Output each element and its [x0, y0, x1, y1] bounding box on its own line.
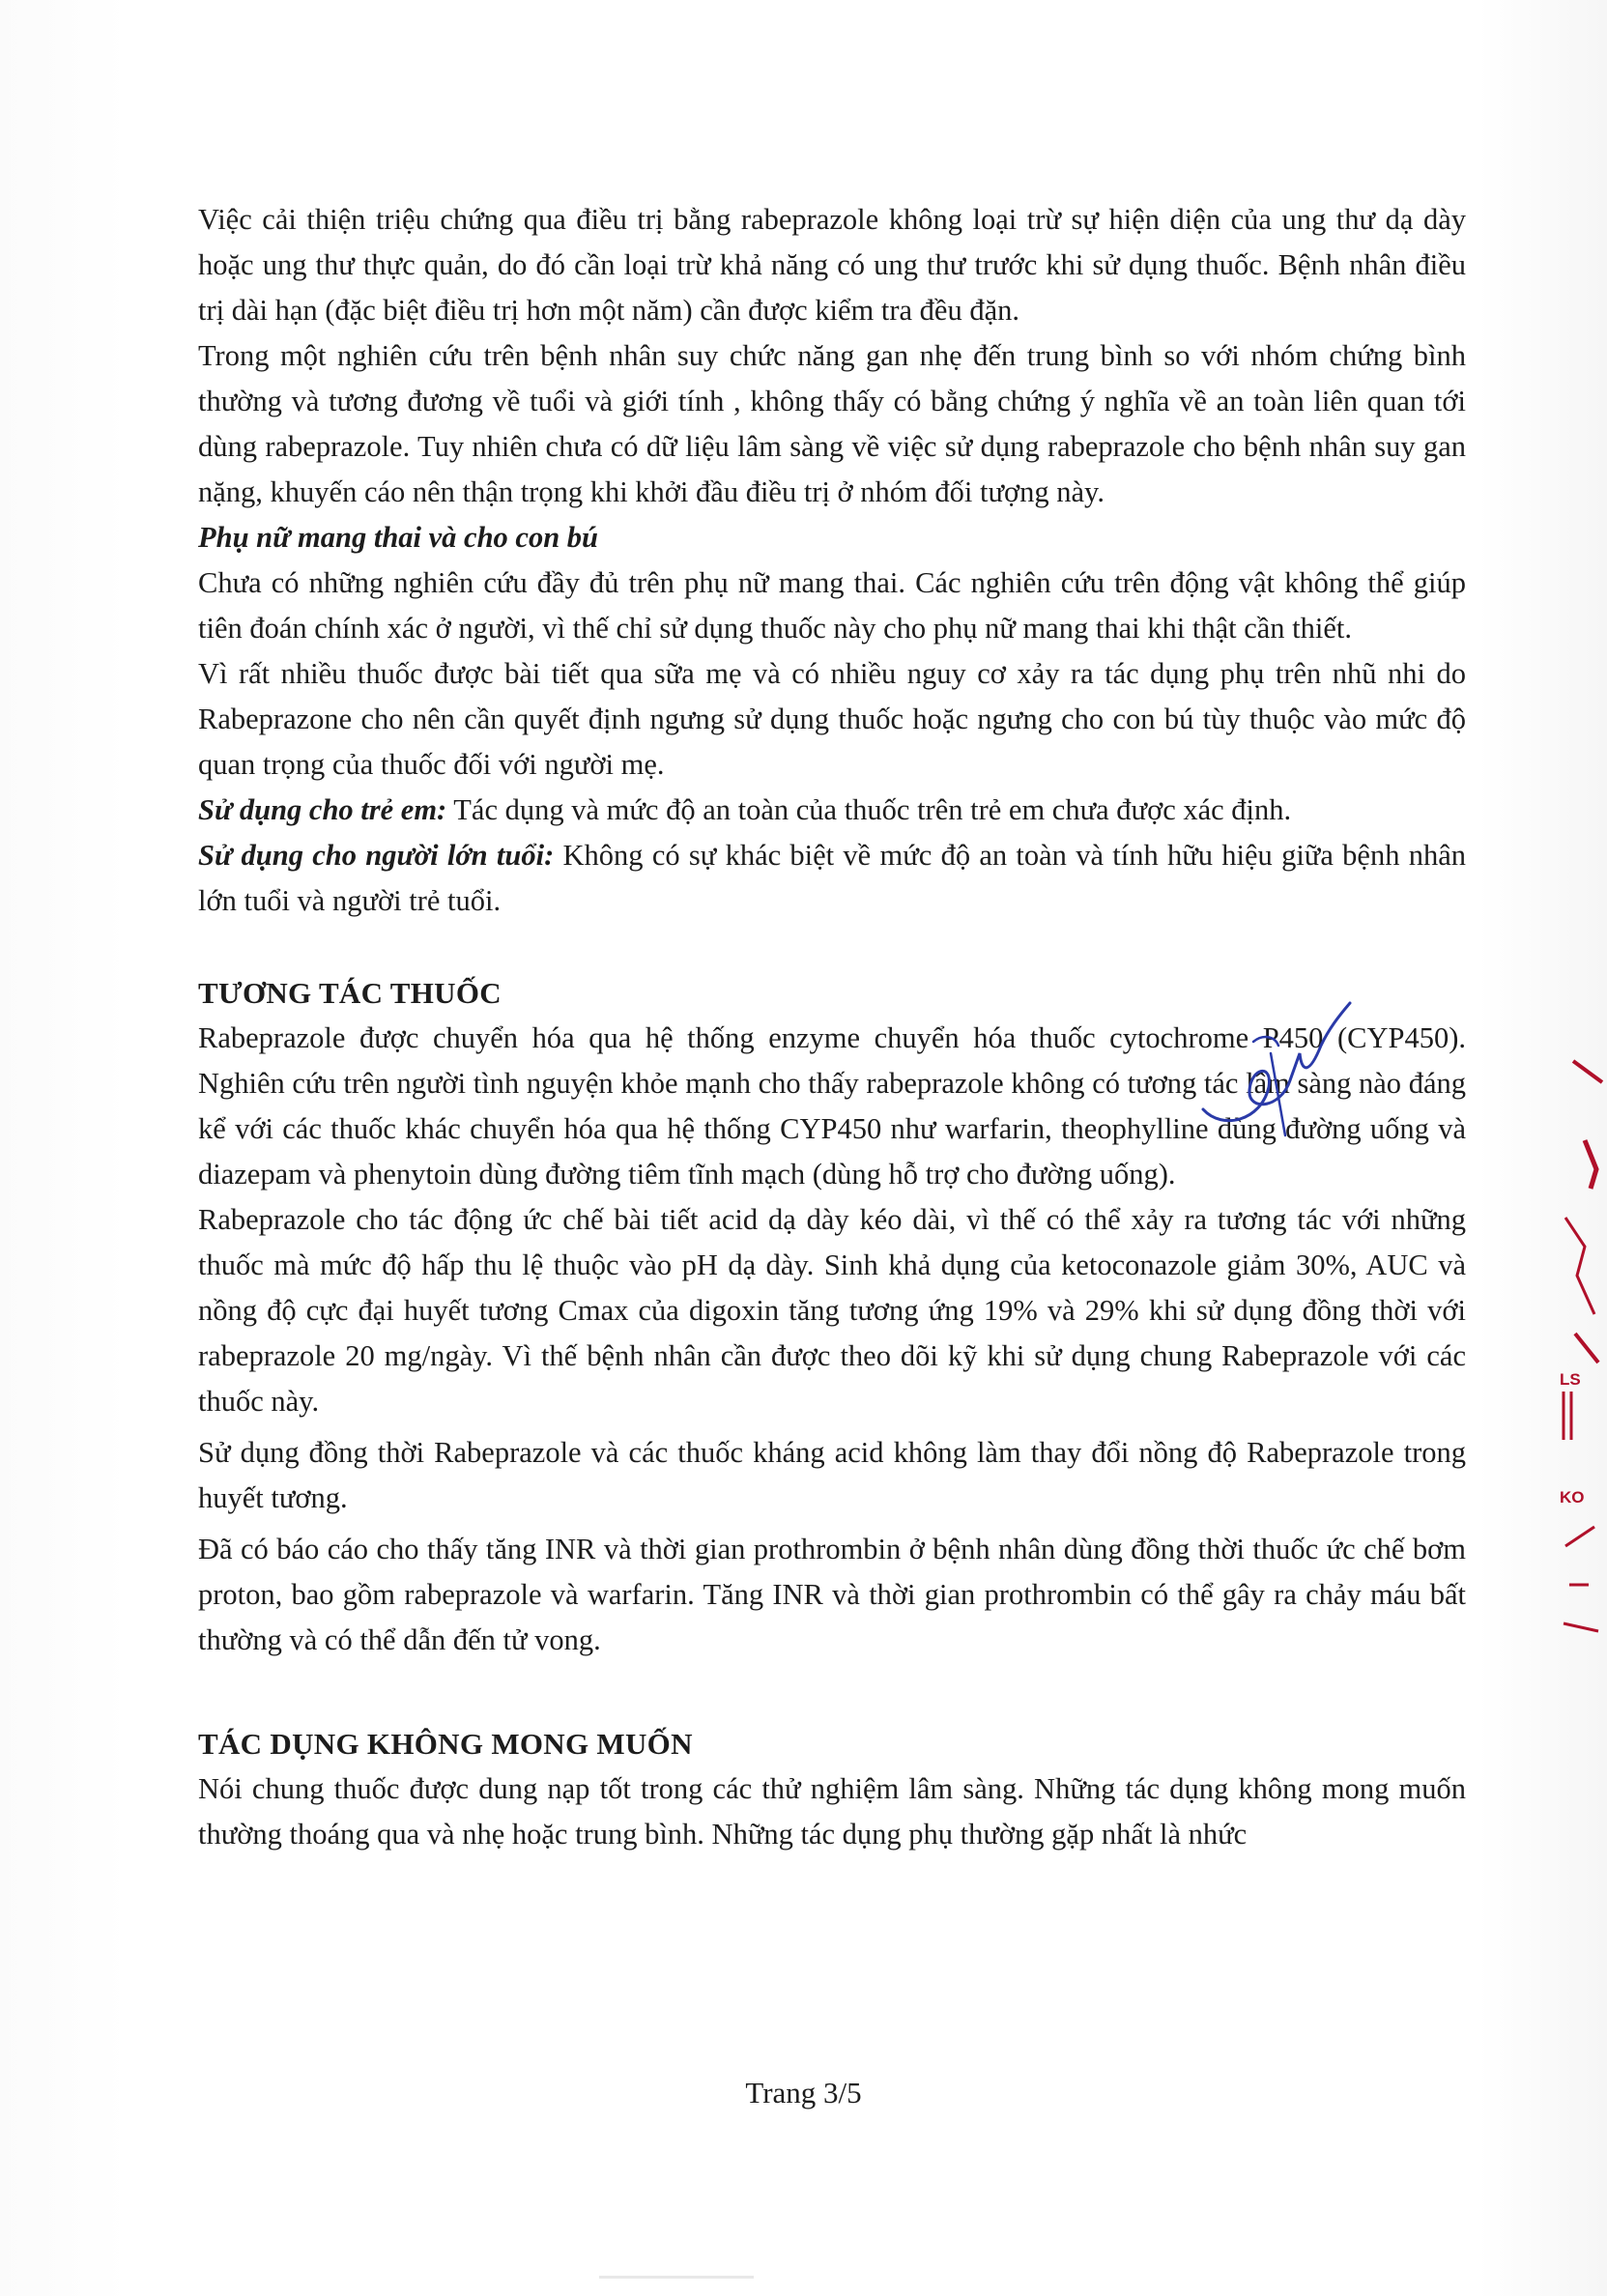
paragraph-children — [198, 788, 1466, 833]
paragraph-elderly — [198, 833, 1466, 924]
text-children: Tác dụng và mức độ an toàn của thuốc trên trẻ em chưa được xác định. — [446, 793, 1292, 826]
paragraph-adverse-effects: Nói chung thuốc được dung nạp tốt trong các thử nghiệm lâm sàng. Những tác dụng không mong muốn thường thoáng qua và nhẹ hoặc trung bình. Những tác dụng phụ thường gặp nhất là nhức — [198, 1772, 1466, 1851]
text-elderly: Không có sự khác biệt về mức độ an toàn và tính hữu hiệu giữa bệnh nhân lớn tuổi và người trẻ tuổi. — [198, 839, 1467, 917]
page-number: Trang 3/5 — [745, 2076, 862, 2109]
paragraph-interaction-ph: Rabeprazole cho tác động ức chế bài tiết acid dạ dày kéo dài, vì thế có thể xảy ra tương tác với những thuốc mà mức độ hấp thu lệ thuộc vào pH dạ dày. Sinh khả dụng của ketoconazole giảm 30%, AUC và nồng độ cực đại huyết tương Cmax của digoxin tăng tương ứng 19% và 29% khi sử dụng đồng thời với rabeprazole 20 mg/ngày. Vì thế bệnh nhân cần được theo dõi kỹ khi sử dụng chung Rabeprazole với các thuốc này. — [198, 1203, 1466, 1418]
stamp-fragment-ls: LS — [1560, 1370, 1581, 1389]
paragraph-liver-study: Trong một nghiên cứu trên bệnh nhân suy chức năng gan nhẹ đến trung bình so với nhóm chứng bình thường và tương đương về tuổi và giới tính , không thấy có bằng chứng ý nghĩa về an toàn liên quan tới dùng rabeprazole. Tuy nhiên chưa có dữ liệu lâm sàng về việc sử dụng rabeprazole cho bệnh nhân suy gan nặng, khuyến cáo nên thận trọng khi khởi đầu điều trị ở nhóm đối tượng này. — [198, 339, 1466, 508]
heading-adverse-effects: TÁC DỤNG KHÔNG MONG MUỐN — [198, 1727, 693, 1761]
paragraph-interaction-warfarin: Đã có báo cáo cho thấy tăng INR và thời gian prothrombin ở bệnh nhân dùng đồng thời thuốc ức chế bơm proton, bao gồm rabeprazole và warfarin. Tăng INR và thời gian prothrombin có thể gây ra chảy máu bất thường và có thể dẫn đến tử vong. — [198, 1533, 1466, 1656]
paragraph-breastfeeding: Vì rất nhiều thuốc được bài tiết qua sữa mẹ và có nhiều nguy cơ xảy ra tác dụng phụ trên nhũ nhi do Rabeprazone cho nên cần quyết định ngưng sử dụng thuốc hoặc ngưng cho con bú tùy thuộc vào mức độ quan trọng của thuốc đối với người mẹ. — [198, 657, 1466, 781]
paragraph-pregnancy: Chưa có những nghiên cứu đầy đủ trên phụ nữ mang thai. Các nghiên cứu trên động vật không thể giúp tiên đoán chính xác ở người, vì thế chỉ sử dụng thuốc này cho phụ nữ mang thai khi thật cần thiết. — [198, 566, 1466, 645]
label-elderly: Sử dụng cho người lớn tuổi: — [198, 839, 555, 872]
signature-mark — [1193, 995, 1358, 1140]
scan-artifact — [599, 2276, 754, 2279]
red-stamp-edge — [1556, 1044, 1607, 1643]
stamp-fragment-ko: KO — [1560, 1488, 1585, 1507]
paragraph-interaction-cyp450: Rabeprazole được chuyển hóa qua hệ thống enzyme chuyển hóa thuốc cytochrome P450 (CYP450). Nghiên cứu trên người tình nguyện khỏe mạnh cho thấy rabeprazole không có tương tác lâm sàng nào đáng kể với các thuốc khác chuyển hóa qua hệ thống CYP450 như warfarin, theophylline dùng đường uống và diazepam và phenytoin dùng đường tiêm tĩnh mạch (dùng hỗ trợ cho đường uống). — [198, 1021, 1466, 1191]
subheading-pregnancy: Phụ nữ mang thai và cho con bú — [198, 521, 599, 554]
paragraph-interaction-antacid: Sử dụng đồng thời Rabeprazole và các thuốc kháng acid không làm thay đổi nồng độ Rabeprazole trong huyết tương. — [198, 1436, 1466, 1514]
paragraph-cancer-warning: Việc cải thiện triệu chứng qua điều trị bằng rabeprazole không loại trừ sự hiện diện của ung thư dạ dày hoặc ung thư thực quản, do đó cần loại trừ khả năng có ung thư trước khi sử dụng thuốc. Bệnh nhân điều trị dài hạn (đặc biệt điều trị hơn một năm) cần được kiểm tra đều đặn. — [198, 203, 1466, 327]
heading-drug-interactions: TƯƠNG TÁC THUỐC — [198, 976, 502, 1010]
label-children: Sử dụng cho trẻ em: — [198, 793, 447, 826]
